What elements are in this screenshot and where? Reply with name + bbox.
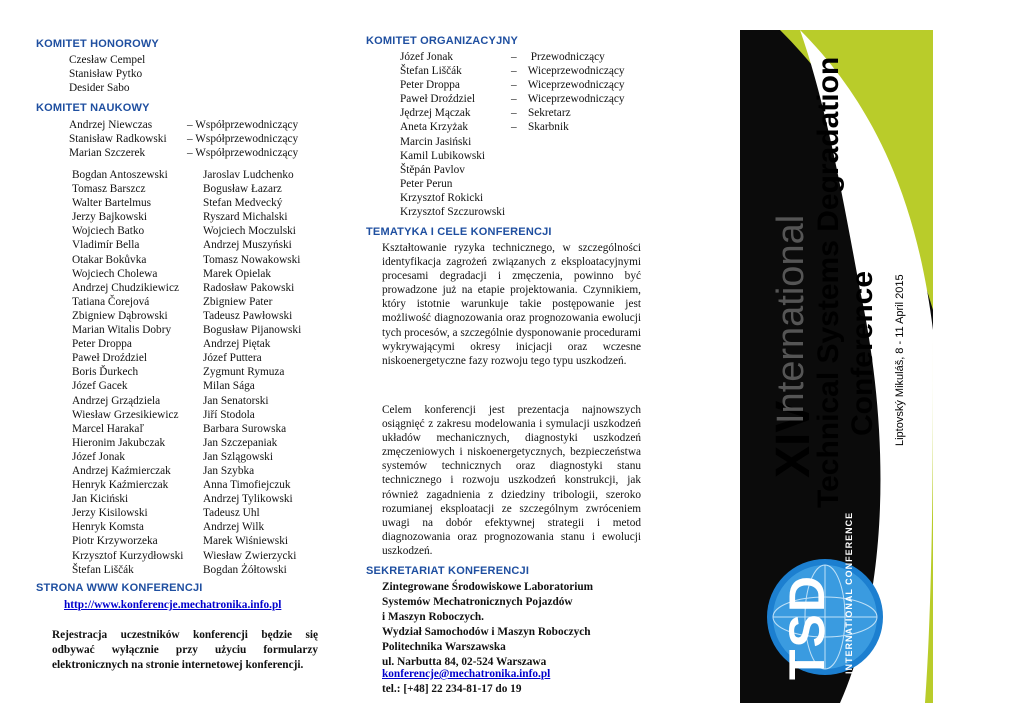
organizing-member-name: Aneta Krzyżak — [400, 121, 469, 134]
scientific-member: Andrzej Grządziela — [72, 394, 161, 407]
organizing-member-name: Štefan Liščák — [400, 65, 462, 78]
logo-ring-text: INTERNATIONAL CONFERENCE — [844, 511, 854, 674]
scientific-member: Józef Gacek — [72, 380, 128, 393]
scientific-member: Piotr Krzyworzeka — [72, 535, 158, 548]
scientific-member: Wojciech Batko — [72, 225, 145, 238]
scientific-chair-role: – Współprzewodniczący — [187, 119, 299, 131]
scientific-member: Hieronim Jakubczak — [72, 436, 166, 449]
registration-note: Rejestracja uczestników konferencji będzie się odbywać wyłącznie przy użyciu formularzy elektronicznych na stronie internetowej konferencji. — [52, 629, 318, 671]
cover-international: International — [770, 214, 812, 424]
scientific-member: Wiesław Grzesikiewicz — [72, 408, 179, 421]
secretariat-line: i Maszyn Roboczych. — [382, 611, 484, 623]
scientific-chair-name: Stanisław Radkowski — [69, 133, 167, 146]
sekretariat-phone: tel.: [+48] 22 234-81-17 do 19 — [382, 683, 522, 695]
scientific-member: Boris Ďurkech — [72, 366, 139, 379]
scientific-member: Andrzej Muszyński — [203, 239, 292, 252]
organizing-member — [400, 64, 625, 78]
organizing-member — [400, 78, 625, 92]
komitet-honorowy-list — [69, 53, 145, 95]
scientific-member: Józef Puttera — [203, 352, 262, 365]
scientific-member: Jan Szlągowski — [203, 450, 273, 463]
scientific-member: Jan Senatorski — [203, 394, 269, 407]
scientific-member: Krzysztof Kurzydłowski — [72, 549, 184, 562]
komitet-naukowy-chairs — [69, 118, 298, 160]
tematyka-heading: TEMATYKA I CELE KONFERENCJI — [366, 226, 552, 238]
organizing-member-role: – Przewodniczący — [511, 51, 605, 63]
scientific-member: Jerzy Kisilowski — [72, 507, 148, 520]
organizing-member-name: Paweł Droździel — [400, 93, 475, 106]
scientific-member: Wojciech Moczulski — [203, 225, 296, 238]
scientific-member: Peter Droppa — [72, 338, 132, 351]
cover-place-date: Liptovský Mikuláš, 8 - 11 April 2015 — [894, 274, 906, 446]
scientific-chair — [69, 118, 298, 132]
scientific-member: Henryk Kaźmierczak — [72, 479, 169, 492]
komitet-organizacyjny-list — [400, 50, 625, 219]
scientific-member: Tatiana Čorejová — [72, 295, 150, 308]
secretariat-line: Zintegrowane Środowiskowe Laboratorium — [382, 581, 594, 593]
organizing-member-name: Peter Droppa — [400, 79, 460, 92]
scientific-member: Bogusław Łazarz — [203, 183, 282, 196]
scientific-member: Marek Opielak — [203, 267, 272, 280]
komitet-naukowy-heading: KOMITET NAUKOWY — [36, 102, 150, 114]
organizing-member-role: – Wiceprzewodniczący — [511, 93, 625, 106]
scientific-member: Jerzy Bajkowski — [72, 211, 147, 224]
scientific-member: Štefan Liščák — [72, 563, 134, 576]
organizing-member — [400, 120, 625, 134]
scientific-member: Ryszard Michalski — [203, 211, 288, 224]
scientific-member: Marek Wiśniewski — [203, 535, 288, 548]
honorary-member: Stanisław Pytko — [69, 68, 143, 81]
scientific-member: Andrzej Kaźmierczak — [72, 464, 171, 477]
scientific-member: Barbara Surowska — [203, 422, 287, 435]
scientific-member: Andrzej Wilk — [203, 521, 265, 534]
scientific-member: Wiesław Zwierzycki — [203, 549, 297, 562]
scientific-member: Tomasz Nowakowski — [203, 253, 301, 266]
organizing-member — [400, 50, 625, 64]
tematyka-paragraph-1: Kształtowanie ryzyka technicznego, w szczególności identyfikacja zagrożeń związanych z eksploatacyjnymi procesami degradacji i zmęczenia, powinno być prowadzone już na etapie projektowania. Czynnikiem, który istotnie warunkuje takie postępowanie jest możliwość diagnozowania oraz prognozowania ewolucji tych procesów, a szczególnie dysponowanie procedurami wykrywającymi okresy inicjacji oraz wczesne niskoenergetyczne fazy rozwoju tego typu uszkodzeń. — [382, 242, 642, 367]
strona-www-heading: STRONA WWW KONFERENCJI — [36, 582, 203, 594]
scientific-member: Andrzej Piętak — [203, 338, 271, 351]
scientific-member: Zygmunt Rymuza — [203, 366, 285, 379]
komitet-honorowy-heading: KOMITET HONOROWY — [36, 38, 159, 50]
scientific-member: Józef Jonak — [72, 450, 126, 463]
komitet-naukowy-col2 — [203, 168, 301, 577]
secretariat-line: Systemów Mechatronicznych Pojazdów — [382, 596, 573, 608]
organizing-member-role: – Wiceprzewodniczący — [511, 79, 625, 92]
scientific-member: Paweł Droździel — [72, 352, 147, 365]
scientific-member: Zbigniew Pater — [203, 295, 273, 308]
scientific-member: Jaroslav Ludchenko — [203, 169, 294, 181]
organizing-member-name: Marcin Jasiński — [400, 135, 472, 148]
scientific-member: Bogdan Antoszewski — [72, 169, 168, 181]
organizing-member — [400, 205, 625, 219]
honorary-member: Czesław Cempel — [69, 54, 146, 66]
scientific-member: Bogdan Żółtowski — [203, 563, 287, 576]
scientific-member: Milan Sága — [203, 380, 255, 393]
scientific-member: Otakar Bokůvka — [72, 253, 147, 266]
scientific-chair-name: Andrzej Niewczas — [69, 119, 153, 131]
scientific-member: Jan Szybka — [203, 464, 255, 477]
scientific-member: Vladimír Bella — [72, 239, 140, 252]
organizing-member-role: – Skarbnik — [511, 121, 569, 134]
scientific-member: Tomasz Barszcz — [72, 183, 146, 196]
cover-edition-number: XIV — [767, 400, 820, 478]
organizing-member — [400, 135, 625, 149]
sekretariat-email-link[interactable]: konferencje@mechatronika.info.pl — [382, 668, 551, 680]
scientific-member: Anna Timofiejczuk — [203, 479, 291, 492]
organizing-member-name: Kamil Lubikowski — [400, 149, 486, 162]
organizing-member-name: Krzysztof Szczurowski — [400, 206, 506, 219]
logo-tsd-text: TSD — [779, 574, 835, 680]
scientific-member: Radosław Pakowski — [203, 281, 295, 294]
scientific-member: Jiří Stodola — [203, 408, 255, 421]
scientific-member: Bogusław Pijanowski — [203, 324, 302, 337]
scientific-member: Marcel Harakaľ — [72, 422, 145, 435]
honorary-member: Desider Sabo — [69, 82, 130, 95]
secretariat-line: ul. Narbutta 84, 02-524 Warszawa — [382, 656, 547, 668]
organizing-member-role: – Sekretarz — [511, 107, 571, 120]
secretariat-line: Wydział Samochodów i Maszyn Roboczych — [382, 626, 591, 638]
organizing-member-name: Józef Jonak — [400, 51, 454, 63]
organizing-member-role: – Wiceprzewodniczący — [511, 65, 625, 78]
cover-title-line2: Conference — [846, 270, 879, 436]
tematyka-paragraph-2: Celem konferencji jest prezentacja najnowszych osiągnięć z zakresu modelowania i symulacji uszkodzeń układów mechanicznych, diagnostyki uszkodzeń zmęczeniowych i niskoenergetycznych, bezpieczeństwa systemów technicznych oraz diagnostyki stanu technicznego i rozwoju uszkodzeń konstrukcji, jak również zagadnienia z dziedziny tribologii, szeroko rozumianej eksploatacji ze szczególnym zwróceniem uwagi na dobór efektywnej strategii i metod diagnozowania oraz prognozowania stanu i ewolucji uszkodzeń. — [382, 404, 641, 557]
organizing-member — [400, 106, 625, 120]
organizing-member — [400, 191, 625, 205]
scientific-chair-role: – Współprzewodniczący — [187, 133, 299, 146]
scientific-member: Henryk Komsta — [72, 521, 144, 534]
komitet-organizacyjny-heading: KOMITET ORGANIZACYJNY — [366, 35, 519, 47]
scientific-member: Zbigniew Dąbrowski — [72, 309, 168, 322]
cover-title-line1: Technical Systems Degradation — [812, 56, 845, 508]
sekretariat-heading: SEKRETARIAT KONFERENCJI — [366, 565, 530, 577]
scientific-member: Wojciech Cholewa — [72, 267, 158, 280]
scientific-member: Andrzej Tylikowski — [203, 493, 293, 506]
komitet-naukowy-col1 — [72, 168, 183, 577]
scientific-chair — [69, 132, 298, 146]
organizing-member-name: Štěpán Pavlov — [400, 163, 465, 176]
organizing-member — [400, 149, 625, 163]
conference-website-link[interactable]: http://www.konferencje.mechatronika.info.pl — [64, 599, 282, 611]
organizing-member — [400, 177, 625, 191]
scientific-member: Marian Witalis Dobry — [72, 324, 172, 337]
scientific-member: Andrzej Chudzikiewicz — [72, 281, 179, 294]
scientific-chair-role: – Współprzewodniczący — [187, 147, 299, 160]
sekretariat-address — [382, 580, 593, 670]
scientific-member: Jan Szczepaniak — [203, 436, 278, 449]
scientific-member: Tadeusz Uhl — [203, 507, 260, 520]
organizing-member-name: Peter Perun — [400, 177, 453, 190]
scientific-member: Stefan Medvecký — [203, 197, 283, 210]
organizing-member-name: Jędrzej Mączak — [400, 107, 471, 120]
organizing-member-name: Krzysztof Rokicki — [400, 191, 484, 204]
scientific-member: Tadeusz Pawłowski — [203, 309, 293, 322]
secretariat-line: Politechnika Warszawska — [382, 641, 506, 653]
scientific-member: Walter Bartelmus — [72, 197, 152, 210]
organizing-member — [400, 92, 625, 106]
scientific-chair-name: Marian Szczerek — [69, 147, 146, 160]
scientific-member: Jan Kiciński — [72, 493, 129, 506]
organizing-member — [400, 163, 625, 177]
scientific-chair — [69, 146, 298, 160]
